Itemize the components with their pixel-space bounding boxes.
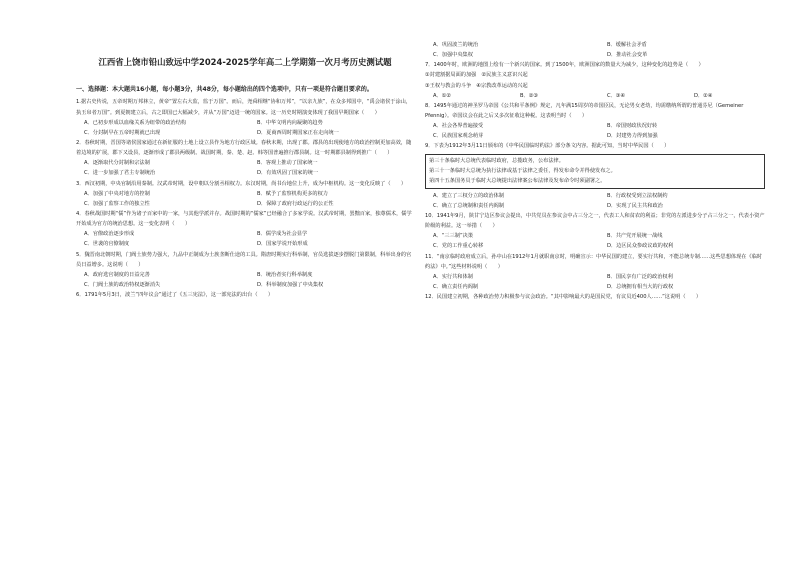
question-stem: 10．1941年9月，陕甘宁边区参议会提出，中共党员在参议会中占三分之一，代表工人和贫农的利益；非党的左派进步分子占三分之一，代表小资产阶级的利益。这一举措（ ） (425, 213, 765, 230)
statement-line: ①封建割据局面的加强 ②民族主义意识兴起 (425, 72, 528, 79)
question-stem: 6．1791年5月3日，波兰“四年议会”通过了《五三宪法》，这一部宪法的出台（ ） (76, 292, 274, 299)
answer-option: A．加强了中央对地方的控制 (84, 190, 150, 197)
answer-options (425, 191, 765, 201)
answer-option: C．加强了监察工作的独立性 (84, 200, 150, 207)
answer-option: C．确立了总统制和责任内阁制 (433, 202, 505, 209)
question-stem: 1.据古史传说，五帝时期万邦林立，黄帝“置左右大监，监于万国”。而后，尧舜相继“协和万邦”，“以亲九族”，在众多邦国中，“禹会诸侯于涂山，执玉帛者万国”。到夏朝建立后，古之即国已大幅减少，并从“万国”迈进一统的国家。这一历史时期演变体现了我国早期国家（ ） (76, 99, 412, 116)
answer-options (425, 201, 765, 211)
answer-option: B．国民享有广泛的政治权利 (607, 273, 673, 280)
table-line: 第四十五条国务员于临时大总统提出法律案公布法律及发布命令时须副署之。 (429, 178, 606, 185)
table-line: 第三十一条临时大总统为执行法律或基于法律之委任，得发布命令并得使发布之。 (429, 167, 616, 174)
answer-options (425, 131, 765, 141)
answer-option: C．确立责任内阁制 (433, 284, 479, 291)
answer-option: A．建立了三权分立的政治体制 (433, 192, 504, 199)
answer-option: D．夏商西周时期国家正在走向统一 (257, 129, 339, 136)
answer-option: A．社会各界普遍接受 (433, 123, 484, 130)
answer-option: B．缓解社会矛盾 (607, 42, 647, 48)
left-question-flow (76, 97, 414, 300)
answer-option: B．共产党开展统一战线 (607, 233, 663, 240)
answer-option: A．巩固波兰的统治 (433, 42, 479, 48)
answer-option: C．党的工作重心转移 (433, 243, 484, 250)
question-stem: 8．1495年通过的神圣罗马帝国《公共和平条例》规定，凡年满15周岁的帝国臣民，无论男女老幼，均需缴纳所谓的普通芬尼（Gemeiner Pfennig）。帝国议会在此之后又多次征收这种税。这表明当时（ ） (425, 102, 744, 119)
source-table-box (425, 154, 765, 189)
table-line: 第三十条临时大总统代表临时政府，总揽政务，公布法律。 (429, 157, 564, 164)
answer-option: D．推动社会变革 (607, 52, 648, 59)
answer-options (425, 40, 765, 50)
question-stem: 4．春秋战国时期“儒”作为诸子百家中的一家，与其他学派并存。战国时期的“儒家”已经融合了多家学说。汉武帝时期，罢黜百家，独尊儒术，儒学开始成为官方的统治思想。这一变化表明（ ） (76, 210, 412, 228)
question-stem: 3．西汉初期，中央官制沿用秦制。汉武帝时期，设中朝以分割丞相权力。东汉时期，尚书台地位上升，成为中枢机构。这一变化反映了（ ） (76, 180, 407, 187)
answer-option: D．②④ (694, 92, 713, 99)
answer-option: A．“三三制”决策 (433, 233, 474, 240)
left-column (76, 38, 414, 300)
answer-option: B．统治者实行科举制度 (257, 271, 313, 278)
answer-option: D．边区民众参政议政的权利 (607, 243, 674, 250)
answer-options (425, 231, 765, 241)
answer-option: B．赋予了监察机构更多的权力 (257, 190, 328, 197)
right-column (425, 40, 765, 302)
answer-options (76, 270, 414, 290)
answer-option: A．已初步形成以血缘关系为纽带的政治结构 (84, 119, 187, 126)
document-title: 江西省上饶市铅山致远中学2024-2025学年高二上学期第一次月考历史测试题 (98, 57, 392, 67)
answer-option: A．①② (433, 92, 452, 99)
answer-option: B．行政权受到立法权制约 (607, 192, 668, 199)
right-question-flow (425, 40, 765, 302)
statement-line: ③王权与教会的斗争 ④宗教改革运动的兴起 (425, 82, 528, 89)
answer-option: B．中华文明内向凝聚的趋势 (257, 119, 323, 126)
question-stem: 9．下表为1912年3月11日颁布的《中华民国临时约法》部分条文内容。据此可知，当时中华民国（ ） (425, 143, 670, 150)
answer-option: A．政府选官制度的日益完善 (84, 271, 150, 278)
question-stem: 11．“南京临时政府成立后，孙中山在1912年1月就职南京时，明确宣示：中华民国的建立，要实行共和，不能总统专制……这些思想体现在《临时约法》中。”这些材料说明（ ） (425, 253, 763, 270)
question-stem: 2．春秋时期，晋国等诸侯国家通过在新征服的土地上设立县作为地方行政区域。春秋末期，出现了郡。郡县的出现使地方的政治控制更加高效，随着边境的扩展，郡下又设县，逐渐形成了郡县两级制。战国时期，秦、楚、赵、韩等国普遍推行郡县制。这一时期郡县制得到推广（ ） (76, 139, 412, 157)
answer-option: A．实行共和体制 (433, 273, 473, 280)
question-stem: 5．魏晋南北朝时期，门阀士族势力强大，九品中正制成为士族垄断仕途的工具。隋唐时期实行科举制，官员选拔逐步摆脱门第限制，科举出身的官员日益增多。这说明（ ） (76, 251, 412, 268)
answer-option: B．帝国财政状况好转 (607, 123, 658, 130)
answer-option: C．分封制早在五帝时期就已出现 (84, 129, 161, 136)
answer-option: C．加强中央集权 (433, 52, 473, 59)
answer-option: C．进一步加强了君主专制统治 (84, 170, 156, 177)
answer-option: C．门阀士族的政治特权逐渐消失 (84, 281, 161, 288)
question-stem: 7．1400年时，欧洲的地图上绘有一个新兴的国家。到了1500年，欧洲国家的数量大为减少，这种变化的趋势是（ ） (425, 62, 704, 69)
answer-options (76, 158, 414, 178)
answer-option: B．客观上推动了国家统一 (257, 160, 318, 167)
answer-option: C．③④ (607, 92, 626, 99)
answer-option: D．保障了政府行政运行的公正性 (257, 200, 334, 207)
answer-option: D．国家学说开始形成 (257, 241, 308, 248)
question-stem: 12．民国建立初期，各种政治势力积极参与议会政治。“其中影响最大的是国民党，有议员近400人……”这说明（ ） (425, 294, 702, 301)
answer-options (425, 121, 765, 131)
answer-option: D．科举制度加强了中央集权 (257, 281, 324, 288)
answer-options (425, 91, 765, 101)
answer-option: D．实现了民主共和政治 (607, 202, 663, 209)
answer-options (425, 272, 765, 282)
answer-option: C．民族国家观念萌芽 (433, 133, 484, 140)
section-heading: 一、选择题：本大题共16小题，每小题3分，共48分，每小题给出的四个选项中，只有一项是符合题目要求的。 (76, 86, 373, 93)
answer-options (425, 241, 765, 251)
answer-option: A．官僚政治逐步形成 (84, 231, 135, 238)
answer-options (425, 50, 765, 60)
answer-option: B．儒学成为社会显学 (257, 231, 308, 238)
answer-option: B．②③ (520, 92, 539, 99)
answer-option: D．总统拥有相当大的行政权 (607, 284, 674, 291)
answer-options (76, 229, 414, 249)
answer-options (76, 118, 414, 138)
answer-options (425, 282, 765, 292)
answer-option: C．世袭的官僚制度 (84, 241, 130, 248)
answer-option: A．逐渐取代分封制和宗法制 (84, 160, 150, 167)
answer-options (76, 189, 414, 209)
answer-option: D．有效巩固了国家的统一 (257, 170, 319, 177)
answer-option: D．封建势力得到加强 (607, 133, 658, 140)
